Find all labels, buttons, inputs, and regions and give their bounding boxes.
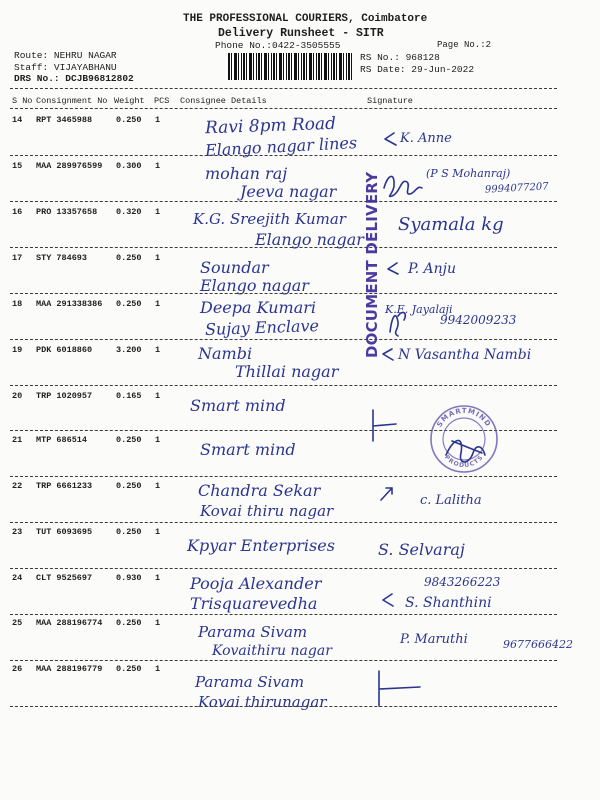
weight-cell: 0.250 <box>116 435 142 445</box>
col-weight: Weight <box>114 96 145 106</box>
sno-cell: 18 <box>12 299 23 309</box>
svg-text:PRODUCTS: PRODUCTS <box>443 453 485 470</box>
pcs-cell: 1 <box>155 664 161 674</box>
consignment-cell: TUT 6093695 <box>36 527 93 537</box>
consignee-name: Smart mind <box>200 440 296 459</box>
sno-cell: 23 <box>12 527 23 537</box>
pcs-cell: 1 <box>155 299 161 309</box>
pcs-cell: 1 <box>155 481 161 491</box>
sno-cell: 21 <box>12 435 23 445</box>
rs-date: RS Date: 29-Jun-2022 <box>360 64 475 75</box>
weight-cell: 0.165 <box>116 391 142 401</box>
receiver-signature: (P S Mohanraj) <box>426 167 511 180</box>
sno-cell: 25 <box>12 618 23 628</box>
sno-cell: 22 <box>12 481 23 491</box>
pcs-cell: 1 <box>155 391 161 401</box>
drs-number: DRS No.: DCJB96812802 <box>14 73 134 84</box>
divider <box>10 660 557 661</box>
company-name: THE PROFESSIONAL COURIERS, Coimbatore <box>183 13 428 25</box>
divider <box>10 522 557 523</box>
weight-cell: 0.250 <box>116 618 142 628</box>
weight-cell: 0.250 <box>116 115 142 125</box>
consignee-address: Thillai nagar <box>235 362 339 381</box>
consignee-address: Elango nagar <box>255 230 364 249</box>
weight-cell: 0.250 <box>116 481 142 491</box>
rs-number: RS No.: 968128 <box>360 52 440 63</box>
table-row <box>0 665 600 711</box>
pcs-cell: 1 <box>155 618 161 628</box>
divider <box>10 339 557 340</box>
col-details: Consignee Details <box>180 96 267 106</box>
pcs-cell: 1 <box>155 527 161 537</box>
consignee-address: Elango nagar <box>200 276 309 295</box>
consignee-address: Jeeva nagar <box>240 182 337 201</box>
consignee-name: Pooja Alexander <box>190 574 322 593</box>
divider <box>10 476 557 477</box>
consignee-address: Kovai thirunagar <box>198 693 327 711</box>
table-row <box>0 619 600 665</box>
consignment-cell: MAA 288196779 <box>36 664 103 674</box>
consignment-cell: PRO 13357658 <box>36 207 98 217</box>
consignment-cell: TRP 6661233 <box>36 481 93 491</box>
sno-cell: 19 <box>12 345 23 355</box>
divider <box>10 568 557 569</box>
consignee-address: Kovai thiru nagar <box>200 502 334 520</box>
phone-number: Phone No.:0422-3505555 <box>215 40 341 51</box>
receiver-signature: K.E. Jayalaji <box>385 303 453 316</box>
sno-cell: 20 <box>12 391 23 401</box>
divider <box>10 385 557 386</box>
col-sno: S No <box>12 96 33 106</box>
company-seal <box>428 403 500 475</box>
sno-cell: 24 <box>12 573 23 583</box>
consignment-cell: STY 784693 <box>36 253 88 263</box>
page-number: Page No.:2 <box>437 40 492 50</box>
divider <box>10 201 557 202</box>
pcs-cell: 1 <box>155 161 161 171</box>
pcs-cell: 1 <box>155 573 161 583</box>
col-consignment: Consignment No <box>36 96 108 106</box>
consignment-cell: PDK 6018860 <box>36 345 93 355</box>
receiver-phone: 9843266223 <box>424 575 501 589</box>
consignee-address: Trisquarevedha <box>190 594 318 613</box>
consignment-cell: MAA 288196774 <box>36 618 103 628</box>
consignment-cell: RPT 3465988 <box>36 115 93 125</box>
consignee-name: mohan raj <box>205 164 288 183</box>
staff: Staff: VIJAYABHANU <box>14 62 117 73</box>
receiver-signature: P. Anju <box>408 261 456 277</box>
receiver-signature: N Vasantha Nambi <box>398 347 532 363</box>
consignee-address: Sujay Enclave <box>204 316 320 339</box>
svg-text:SMARTMIND: SMARTMIND <box>435 406 493 429</box>
divider <box>10 155 557 156</box>
consignee-name: Deepa Kumari <box>200 298 317 317</box>
weight-cell: 0.930 <box>116 573 142 583</box>
weight-cell: 0.320 <box>116 207 142 217</box>
consignee-name: Chandra Sekar <box>198 481 321 500</box>
divider <box>10 614 557 615</box>
receiver-signature: Syamala kg <box>398 214 504 235</box>
consignment-cell: MAA 291338386 <box>36 299 103 309</box>
divider <box>10 706 557 707</box>
consignee-name: Ravi 8pm Road <box>204 113 337 139</box>
pcs-cell: 1 <box>155 253 161 263</box>
sno-cell: 14 <box>12 115 23 125</box>
receiver-signature: P. Maruthi <box>400 632 468 647</box>
pcs-cell: 1 <box>155 345 161 355</box>
divider <box>10 293 557 294</box>
document-delivery-stamp: DOCUMENT DELIVERY <box>363 171 381 358</box>
consignee-address: Kovaithiru nagar <box>212 643 332 659</box>
consignment-cell: CLT 9525697 <box>36 573 93 583</box>
pcs-cell: 1 <box>155 435 161 445</box>
consignee-name: Smart mind <box>190 396 286 415</box>
receiver-phone: 9994077207 <box>484 181 549 196</box>
col-signature: Signature <box>367 96 413 106</box>
consignee-name: K.G. Sreejith Kumar <box>193 210 346 228</box>
consignee-name: Parama Sivam <box>195 673 305 691</box>
pcs-cell: 1 <box>155 115 161 125</box>
weight-cell: 0.250 <box>116 527 142 537</box>
receiver-phone: 9942009233 <box>440 313 517 327</box>
sno-cell: 16 <box>12 207 23 217</box>
receiver-phone: 9677666422 <box>503 638 573 651</box>
sno-cell: 17 <box>12 253 23 263</box>
weight-cell: 0.250 <box>116 664 142 674</box>
weight-cell: 0.250 <box>116 299 142 309</box>
weight-cell: 0.250 <box>116 253 142 263</box>
pcs-cell: 1 <box>155 207 161 217</box>
divider <box>10 108 557 109</box>
consignee-name: Parama Sivam <box>198 623 308 641</box>
route: Route: NEHRU NAGAR <box>14 50 117 61</box>
table-row <box>0 392 600 438</box>
consignment-cell: MAA 289976599 <box>36 161 103 171</box>
divider <box>10 88 557 89</box>
weight-cell: 0.300 <box>116 161 142 171</box>
receiver-signature: c. Lalitha <box>420 493 482 508</box>
consignee-name: Nambi <box>198 344 253 363</box>
col-pcs: PCS <box>154 96 170 106</box>
weight-cell: 3.200 <box>116 345 142 355</box>
consignee-address: Elango nagar lines <box>204 133 358 160</box>
consignee-name: Soundar <box>200 258 269 277</box>
consignment-cell: MTP 686514 <box>36 435 88 445</box>
consignee-name: Kpyar Enterprises <box>187 536 335 555</box>
sno-cell: 26 <box>12 664 23 674</box>
document-title: Delivery Runsheet - SITR <box>218 27 384 40</box>
divider <box>10 247 557 248</box>
barcode <box>228 53 352 80</box>
receiver-signature: S. Selvaraj <box>378 540 465 559</box>
receiver-signature: S. Shanthini <box>405 595 492 611</box>
receiver-signature: K. Anne <box>400 131 452 146</box>
sno-cell: 15 <box>12 161 23 171</box>
consignment-cell: TRP 1020957 <box>36 391 93 401</box>
